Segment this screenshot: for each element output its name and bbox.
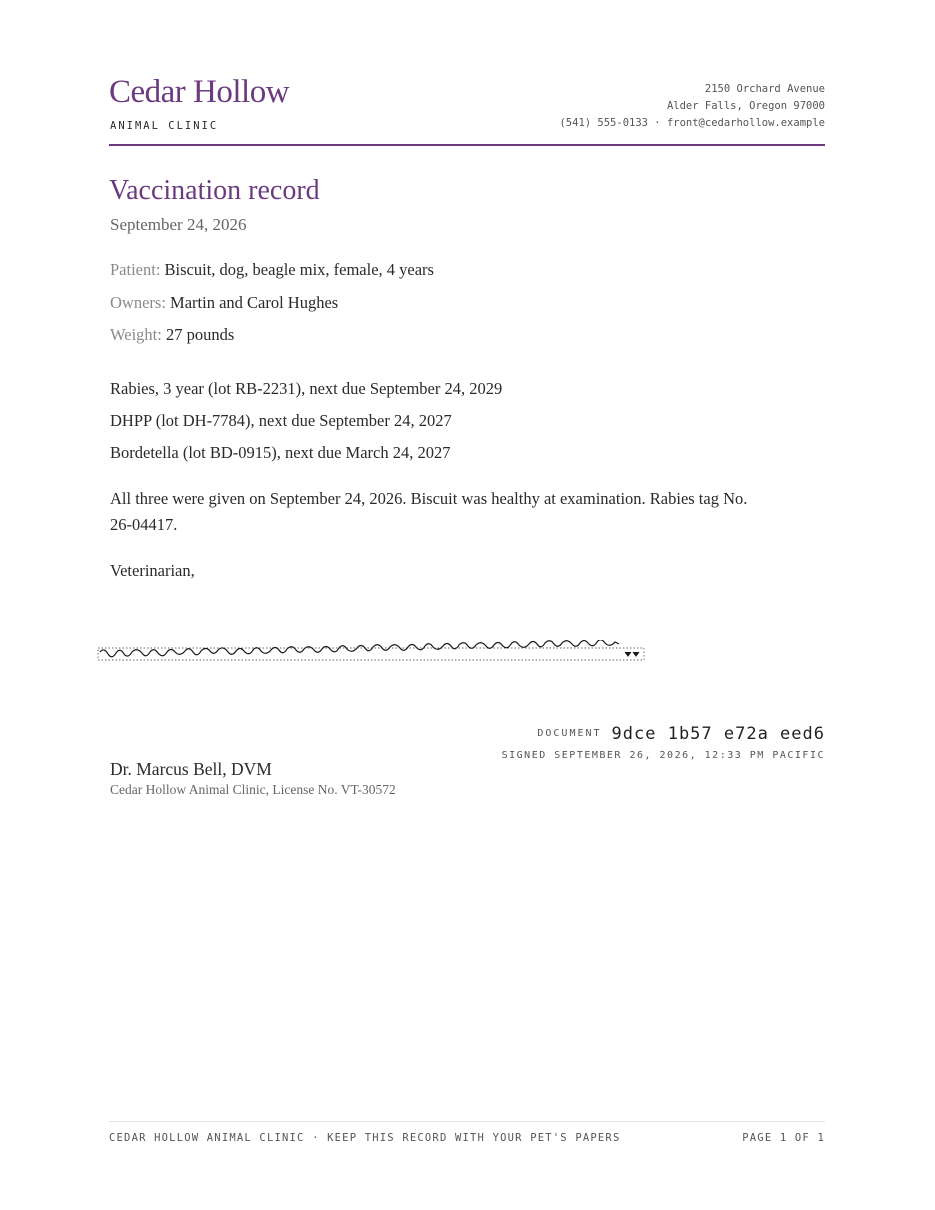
field-value: Martin and Carol Hughes [170,293,339,312]
field-label: Weight: [110,325,162,344]
signed-timestamp: SIGNED SEPTEMBER 26, 2026, 12:33 PM PACIFIC [501,750,825,761]
document-id-label: DOCUMENT [537,728,602,739]
clinic-subtitle: ANIMAL CLINIC [110,120,219,132]
veterinarian-name: Dr. Marcus Bell, DVM [110,759,272,779]
address-street: 2150 Orchard Avenue [704,83,825,95]
document-id-hash: 9dce 1b57 e72a eed6 [611,724,825,744]
field-label: Owners: [110,293,166,312]
field-value: 27 pounds [165,325,235,344]
header-divider [109,144,825,146]
field-weight [110,325,234,345]
signature-end-marks [625,652,639,656]
address-contact: (541) 555-0133 · front@cedarhollow.example [559,117,825,129]
document-date: September 24, 2026 [110,215,247,234]
signature-stroke [100,640,619,657]
field-patient [110,260,434,280]
closing-salutation: Veterinarian, [110,561,195,580]
administration-note: All three were given on September 24, 2026. Biscuit was healthy at examination. Rabies tag No. 26-04417. [110,489,748,534]
vaccine-bordetella: Bordetella (lot BD-0915), next due March 24, 2027 [110,443,451,462]
vaccine-dhpp: DHPP (lot DH-7784), next due September 24, 2027 [110,411,452,430]
clinic-address [559,81,825,132]
veterinarian-license: Cedar Hollow Animal Clinic, License No. VT-30572 [110,782,396,797]
document-title: Vaccination record [109,175,320,206]
signature-image [97,640,645,666]
footer-divider [109,1121,825,1122]
address-city: Alder Falls, Oregon 97000 [666,100,825,112]
field-owners [110,293,338,313]
page-number: PAGE 1 OF 1 [742,1132,825,1144]
field-value: Biscuit, dog, beagle mix, female, 4 years [164,260,434,279]
field-label: Patient: [110,260,161,279]
document-id [537,724,825,744]
footer-note: CEDAR HOLLOW ANIMAL CLINIC · KEEP THIS RECORD WITH YOUR PET'S PAPERS [109,1132,621,1144]
clinic-name: Cedar Hollow [109,74,290,110]
vaccine-rabies: Rabies, 3 year (lot RB-2231), next due September 24, 2029 [110,379,503,398]
